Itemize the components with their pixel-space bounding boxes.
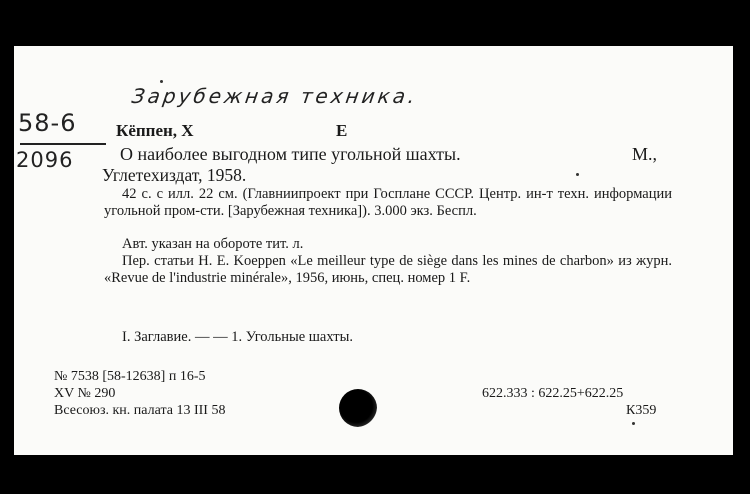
ink-speck (632, 422, 635, 425)
book-chamber-line: Всесоюз. кн. палата 13 III 58 (54, 403, 226, 418)
tracings: I. Заглавие. — — 1. Угольные шахты. (122, 329, 353, 345)
publisher-line: Углетехиздат, 1958. (102, 165, 247, 185)
card-code: К359 (626, 403, 657, 418)
udc-classification: 622.333 : 622.25+622.25 (482, 386, 624, 401)
shelf-mark-underline (20, 143, 106, 145)
ink-blot (339, 389, 377, 427)
publication-place: М., (632, 144, 658, 164)
ink-speck (576, 173, 579, 176)
note-translation-text: Пер. статьи Н. Е. Koeppen «Le meilleur type de siège dans les mines de charbon» из журн. «Revue de l'industrie minérale», 1956, июнь, спец. номер 1 F. (104, 253, 672, 287)
series-line: XV № 290 (54, 386, 116, 401)
author-heading: Кёппен, Х (116, 121, 194, 140)
handwritten-collection-note: Зарубежная техника. (130, 84, 420, 108)
note-author: Авт. указан на обороте тит. л. (122, 236, 304, 252)
catalog-card (14, 46, 733, 455)
handwritten-shelf-mark: 58-6 (18, 109, 77, 137)
title-line: О наиболее выгодном типе угольной шахты. (120, 144, 461, 164)
note-translation (104, 253, 672, 288)
physical-description (104, 186, 672, 221)
author-index-letter: Е (336, 121, 348, 140)
handwritten-accession-number: 2096 (16, 148, 74, 172)
physical-description-text: 42 с. с илл. 22 см. (Главниипроект при Госплане СССР. Центр. ин-т техн. информации угольной пром-сти. [Зарубежная техника]). 3.000 экз. Беспл. (104, 186, 672, 220)
registry-line: № 7538 [58-12638] п 16-5 (54, 369, 206, 384)
ink-speck (160, 80, 163, 83)
